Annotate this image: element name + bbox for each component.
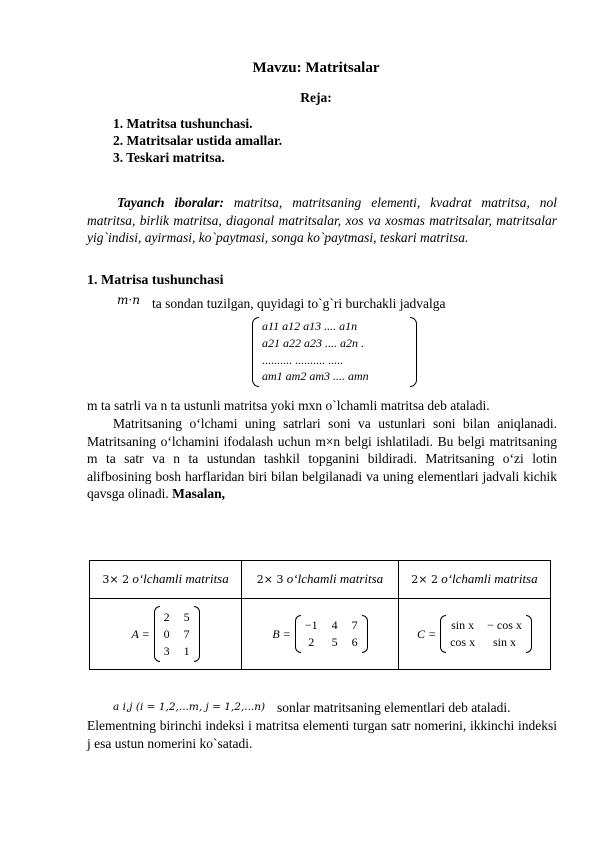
matrix-row: a11 a12 a13 .... a1n (262, 319, 358, 333)
aij-symbol: a i,j (i = 1,2,...m, j = 1,2,...n) (113, 701, 266, 713)
matrix-C-cell (398, 599, 550, 670)
example-table (89, 560, 551, 670)
paragraph-elements-tail: sonlar matritsaning elementlari deb ataladi. (277, 700, 511, 715)
masalan-label: Masalan, (172, 486, 225, 501)
general-matrix (252, 317, 417, 387)
matrix-row: .......... .......... ..... (262, 353, 343, 367)
section-heading: 1. Matrisa tushunchasi (87, 273, 224, 288)
plan-item: 1. Matritsa tushunchasi. (113, 116, 253, 131)
paragraph-size (87, 415, 557, 503)
keywords-text: matritsa, matritsaning elementi, kvadrat matritsa, nol matritsa, birlik matritsa, diagonal matritsalar, xos va xosmas matritsalar, matritsalar yig`indisi, ayirmasi, ko`paytmasi, songa ko`paytmasi, teskari matritsa. (87, 195, 558, 245)
right-paren (362, 615, 368, 653)
right-paren (194, 606, 200, 662)
matrix-B-cell (242, 599, 399, 670)
paragraph-indices: Elementning birinchi indeksi i matritsa elementi turgan satr nomerini, ikkinchi indeksi j esa ustun nomerini ko`satadi. (87, 718, 557, 751)
header-cell: 3× 2 o‘lchamli matritsa (90, 561, 242, 599)
paragraph-size-text: Matritsaning o‘lchami uning satrlari soni va ustunlari soni bilan aniqlanadi. Matritsaning o‘lchamini ifodalash uchun m×n belgi ishlatiladi. Bu belgi matritsaning m ta satr va n ta ustundan tashkil topganini bildiradi. Matritsaning o‘zi lotin alifbosining bosh harflaridan biri bilan belgilanadi va uning elementlari jadvali kichik qavsga olinadi. (87, 416, 557, 501)
matrix-row: am1 am2 am3 .... amn (262, 369, 369, 383)
paragraph-definition: m ta satrli va n ta ustunli matritsa yoki mxn o`lchamli matritsa deb ataladi. (87, 398, 490, 413)
page-title: Mavzu: Matritsalar (252, 60, 380, 76)
left-paren (295, 615, 301, 653)
left-paren (252, 317, 259, 387)
mn-symbol: m·n (117, 293, 140, 307)
matrix-A: A = 2 5 0 7 3 1 (131, 606, 199, 662)
right-paren (526, 615, 532, 653)
keywords-paragraph (87, 194, 557, 247)
matrix-C: C = sin x − cos x cos x sin x (417, 615, 532, 653)
header-cell: 2× 2 o‘lchamli matritsa (398, 561, 550, 599)
plan-label: Reja: (300, 90, 332, 105)
matrix-row: a21 a22 a23 .... a2n . (262, 336, 364, 350)
left-paren (440, 615, 446, 653)
keywords-label: Tayanch iboralar: (117, 195, 224, 210)
left-paren (154, 606, 160, 662)
header-cell: 2× 3 o‘lchamli matritsa (242, 561, 399, 599)
plan-item: 2. Matritsalar ustida amallar. (113, 133, 283, 148)
matrix-B: B = −1 4 7 2 5 6 (272, 615, 367, 653)
right-paren (410, 317, 417, 387)
intro-line: ta sondan tuzilgan, quyidagi to`g`ri burchakli jadvalga (152, 296, 446, 311)
matrix-A-cell (90, 599, 242, 670)
plan-item: 3. Teskari matritsa. (113, 150, 225, 165)
